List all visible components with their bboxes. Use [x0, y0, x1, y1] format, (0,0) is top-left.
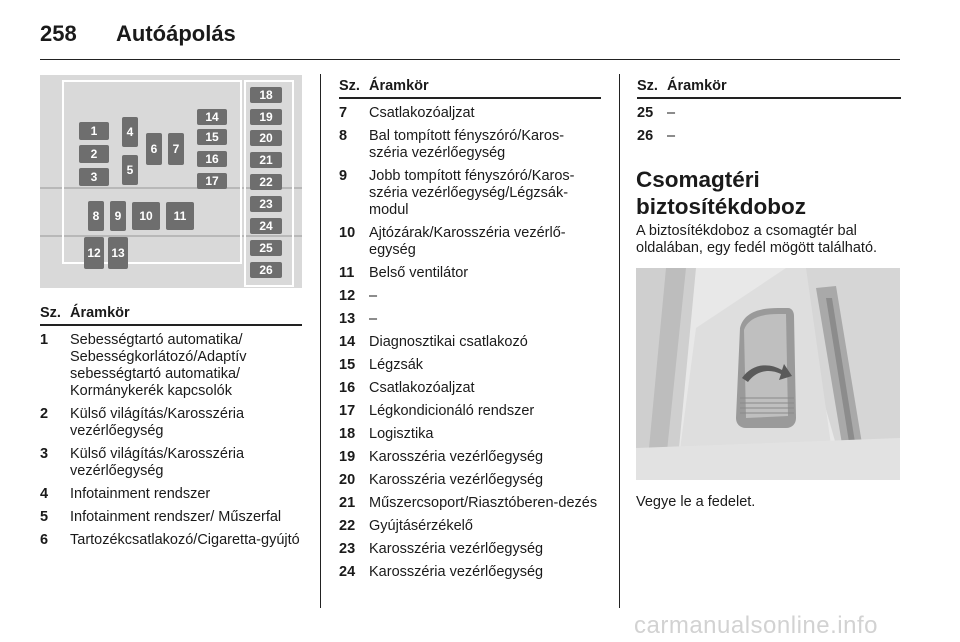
table-header: [40, 305, 302, 326]
table-row: 6 Tartozékcsatlakozó/Cigaretta-gyújtó: [40, 532, 300, 548]
fuse-20: 20: [250, 130, 282, 146]
fuse-9: 9: [110, 201, 126, 231]
section-heading: Csomagtéri biztosítékdoboz: [636, 167, 806, 219]
table-row: 17 Légkondicionáló rendszer: [339, 403, 535, 419]
fuse-11: 11: [166, 202, 194, 230]
header-divider: [40, 59, 900, 60]
page-number: 258: [40, 21, 77, 46]
table-row: 15 Légzsák: [339, 357, 424, 373]
fuse-16: 16: [197, 151, 227, 167]
fuse-19: 19: [250, 109, 282, 125]
fuse-6: 6: [146, 133, 162, 165]
fuse-5: 5: [122, 155, 138, 185]
table-row: 4 Infotainment rendszer: [40, 486, 211, 502]
table-header: [637, 78, 901, 99]
fuse-3: 3: [79, 168, 109, 186]
fuse-14: 14: [197, 109, 227, 125]
fuse-25: 25: [250, 240, 282, 256]
table-row: 7 Csatlakozóaljzat: [339, 105, 475, 121]
table-row: 3 Külső világítás/Karosszéria vezérlőegység: [40, 446, 245, 479]
table-row: 24 Karosszéria vezérlőegység: [339, 564, 544, 580]
table-row: 18 Logisztika: [339, 426, 434, 442]
fuse-23: 23: [250, 196, 282, 212]
table-row: 14 Diagnosztikai csatlakozó: [339, 334, 528, 350]
table-row: 1 Sebességtartó automatika/ Sebességkorlátozó/Adaptív sebességtartó automatika/ Kormánykerék kapcsolók: [40, 332, 247, 399]
section-intro: A biztosítékdoboz a csomagtér bal oldalában, egy fedél mögött található.: [636, 223, 878, 256]
fuse-4: 4: [122, 117, 138, 147]
column-divider-2: [619, 74, 620, 608]
table-row: 21 Műszercsoport/Riasztóberen-dezés: [339, 495, 598, 511]
table-row: 19 Karosszéria vezérlőegység: [339, 449, 544, 465]
table-row: 12 –: [339, 288, 378, 304]
trunk-cover-illustration: [636, 268, 900, 480]
table-row: 26 –: [637, 128, 676, 144]
header-circuit: Áramkör: [70, 305, 130, 321]
header-sz: Sz.: [637, 78, 658, 94]
table-row: 23 Karosszéria vezérlőegység: [339, 541, 544, 557]
fuse-18: 18: [250, 87, 282, 103]
header-circuit: Áramkör: [667, 78, 727, 94]
table-row: 9 Jobb tompított fényszóró/Karos-széria vezérlőegység/Légzsák-modul: [339, 168, 575, 218]
fuse-15: 15: [197, 129, 227, 145]
fuse-10: 10: [132, 202, 160, 230]
watermark: carmanualsonline.info: [634, 612, 878, 639]
section-instruction: Vegye le a fedelet.: [636, 494, 756, 510]
fuse-table-right: [637, 78, 901, 151]
fuse-12: 12: [84, 237, 104, 269]
header-sz: Sz.: [40, 305, 61, 321]
table-row: 22 Gyújtásérzékelő: [339, 518, 473, 534]
fuse-8: 8: [88, 201, 104, 231]
table-row: 16 Csatlakozóaljzat: [339, 380, 475, 396]
fuse-table-left: [40, 305, 302, 555]
table-header: [339, 78, 601, 99]
column-divider-1: [320, 74, 321, 608]
fuse-17: 17: [197, 173, 227, 189]
fuse-1: 1: [79, 122, 109, 140]
header-circuit: Áramkör: [369, 78, 429, 94]
fuse-22: 22: [250, 174, 282, 190]
table-row: 8 Bal tompított fényszóró/Karos-széria vezérlőegység: [339, 128, 565, 161]
table-row: 2 Külső világítás/Karosszéria vezérlőegység: [40, 406, 245, 439]
table-row: 13 –: [339, 311, 378, 327]
fuse-24: 24: [250, 218, 282, 234]
fuse-7: 7: [168, 133, 184, 165]
fuse-table-middle: [339, 78, 601, 587]
table-row: 20 Karosszéria vezérlőegység: [339, 472, 544, 488]
trunk-cover-photo: [636, 268, 900, 480]
fuse-21: 21: [250, 152, 282, 168]
page-title: Autóápolás: [116, 21, 236, 46]
table-row: 5 Infotainment rendszer/ Műszerfal: [40, 509, 282, 525]
page-header: [40, 14, 236, 54]
table-row: 11 Belső ventilátor: [339, 265, 469, 281]
table-row: 25 –: [637, 105, 676, 121]
fuse-26: 26: [250, 262, 282, 278]
fuse-box-diagram: [40, 75, 302, 288]
header-sz: Sz.: [339, 78, 360, 94]
fuse-2: 2: [79, 145, 109, 163]
fuse-13: 13: [108, 237, 128, 269]
table-row: 10 Ajtózárak/Karosszéria vezérlő-egység: [339, 225, 566, 258]
